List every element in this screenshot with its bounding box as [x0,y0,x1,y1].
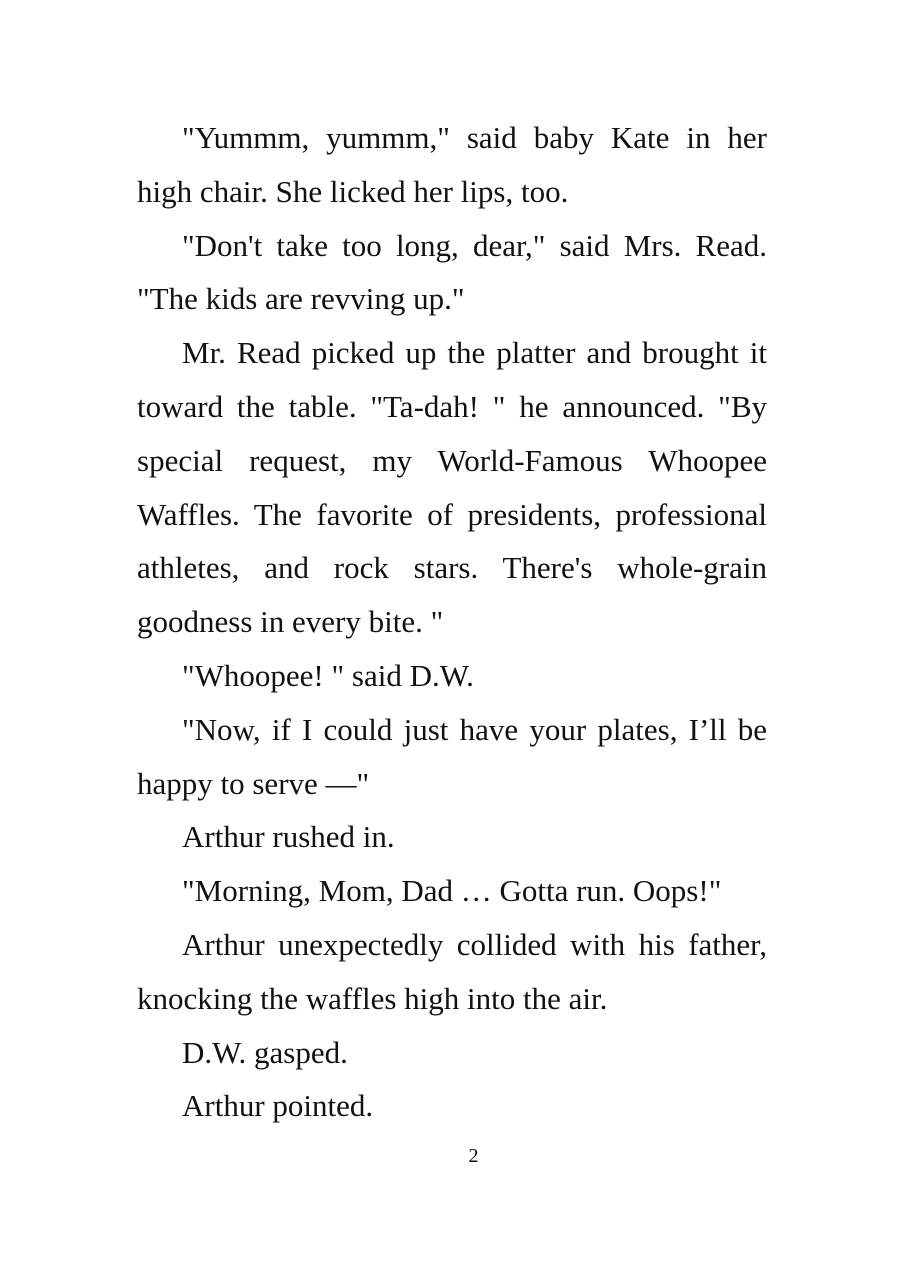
paragraph: Arthur pointed. [182,1088,374,1124]
paragraph: Arthur unexpectedly collided with his father, knocking the waffles high into the air. [137,926,767,1016]
paragraph: Mr. Read picked up the platter and brought it toward the table. "Ta-dah! " he announced. "By special request, my World-Famous Whoopee Waffles. The favorite of presidents, professional athletes, and rock stars. There's whole-grain goodness in every bite. " [137,335,767,640]
body-text [137,111,767,1133]
paragraph: "Morning, Mom, Dad … Gotta run. Oops!" [182,873,722,909]
paragraph: "Whoopee! " said D.W. [182,657,474,693]
paragraph: D.W. gasped. [182,1034,348,1070]
paragraph: "Yummm, yummm," said baby Kate in her high chair. She licked her lips, too. [137,120,767,209]
paragraph: Arthur rushed in. [182,819,395,855]
page-number: 2 [468,1145,479,1167]
paragraph: "Now, if I could just have your plates, I’ll be happy to serve —" [137,711,767,801]
paragraph: "Don't take too long, dear," said Mrs. Read. "The kids are revving up." [137,227,767,317]
